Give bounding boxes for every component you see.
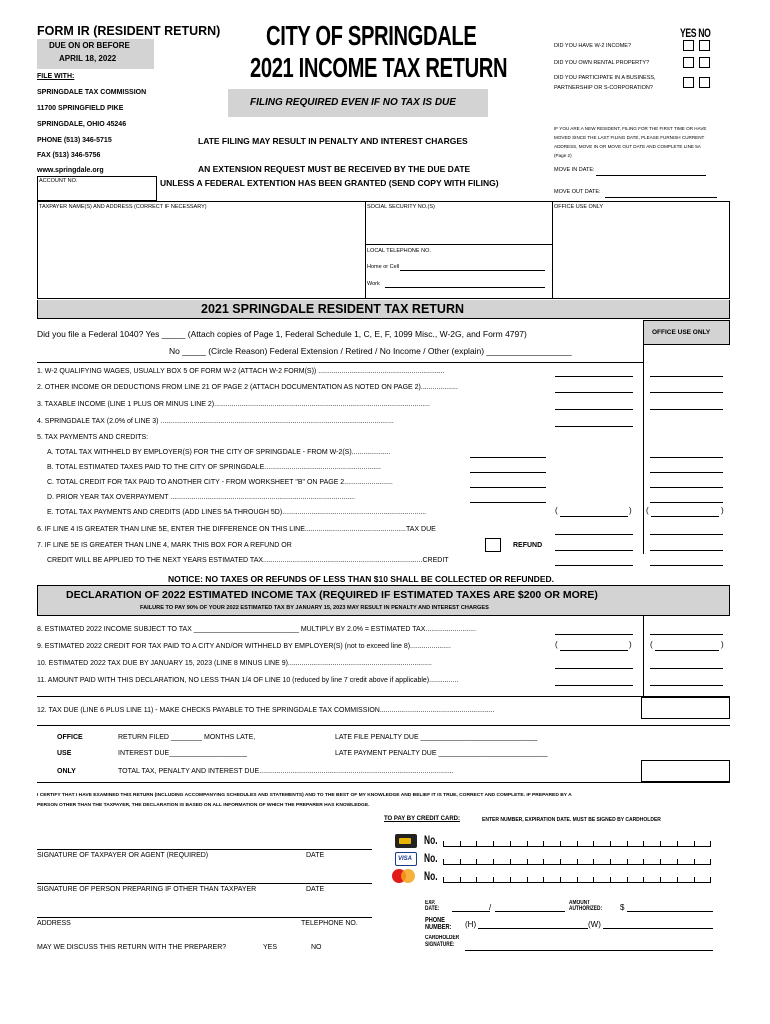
mastercard-icon [392, 869, 414, 883]
card-digit-separator [543, 877, 544, 883]
line6-label: 6. IF LINE 4 IS GREATER THAN LINE 5E, ENTER THE DIFFERENCE ON THIS LINE....................................................TAX DUE [37, 526, 436, 533]
line7-office-field [650, 542, 723, 551]
taxpayer-signature-label: SIGNATURE OF TAXPAYER OR AGENT (REQUIRED) [37, 852, 209, 859]
card-digit-separator [660, 877, 661, 883]
yes-no-header [680, 26, 710, 40]
use-label: USE [57, 750, 72, 757]
amount-text: AMOUNT [569, 900, 591, 906]
line11-office-field [650, 677, 723, 686]
w2-yes-checkbox[interactable] [683, 40, 694, 51]
discuss-question: MAY WE DISCUSS THIS RETURN WITH THE PREPARER? [37, 944, 227, 951]
credit-card-note: ENTER NUMBER, EXPIRATION DATE. MUST BE SIGNED BY CARDHOLDER [482, 817, 661, 823]
due-label: DUE ON OR BEFORE [49, 41, 130, 50]
line7-refund-field[interactable] [555, 542, 633, 551]
card-digit-separator [443, 841, 444, 847]
new-resident-line2: MOVED SINCE THE LAST FILING DATE, PLEASE FURNISH CURRENT [554, 135, 705, 140]
move-in-field[interactable] [596, 167, 706, 176]
return-title: 2021 INCOME TAX RETURN [250, 52, 508, 83]
card-digit-separator [543, 841, 544, 847]
city-title: CITY OF SPRINGDALE [266, 20, 477, 51]
home-cell-label: Home or Cell [367, 264, 400, 270]
taxpayer-date-label: DATE [306, 852, 325, 859]
line1-label: 1. W-2 QUALIFYING WAGES, USUALLY BOX 5 OF FORM W-2 (ATTACH W-2 FORM(S)) ................................................................. [37, 368, 445, 375]
divider [365, 201, 366, 299]
form-title: FORM IR (RESIDENT RETURN) [37, 24, 221, 38]
card-digit-separator [627, 877, 628, 883]
home-cell-field[interactable] [400, 262, 545, 271]
line3-office-field [650, 401, 723, 410]
extension-notice-1: AN EXTENSION REQUEST MUST BE RECEIVED BY THE DUE DATE [198, 164, 471, 174]
phone: PHONE (513) 346-5715 [37, 137, 112, 144]
amount-label [569, 900, 602, 912]
card-digit-separator [643, 841, 644, 847]
new-resident-line3: ADDRESS, MOVE IN OR MOVE OUT DATE AND COMPLETE LINE 5A [554, 144, 701, 149]
federal-1040-question: Did you file a Federal 1040? Yes _____ (Attach copies of Page 1, Federal Schedule 1, C, E, F, 1099 Misc., W-2G, and Form 4797) [37, 329, 527, 339]
divider [552, 201, 553, 299]
preparer-date-label: DATE [306, 886, 325, 893]
phone-number-label [425, 917, 451, 931]
card-digit-separator [710, 859, 711, 865]
card-digit-separator [560, 841, 561, 847]
line5e-office-open-paren: ( [646, 506, 649, 515]
phone-text: PHONE [425, 917, 445, 924]
dollar-sign: $ [620, 903, 625, 912]
line5c-office-field [650, 479, 723, 488]
authorized-text: AUTHORIZED: [569, 906, 603, 912]
refund-checkbox[interactable] [485, 538, 501, 552]
ssn-label: SOCIAL SECURITY NO.(S) [367, 204, 435, 210]
line9-open-paren: ( [555, 640, 558, 649]
question-business-1: DID YOU PARTICIPATE IN A BUSINESS, [554, 75, 656, 81]
card-digit-separator [443, 859, 444, 865]
account-no-label: ACCOUNT NO. [39, 178, 78, 184]
section2-title: DECLARATION OF 2022 ESTIMATED INCOME TAX (REQUIRED IF ESTIMATED TAXES ARE $200 OR MORE) [66, 589, 598, 601]
office-use-only-label: OFFICE USE ONLY [652, 329, 711, 336]
line10-office-field [650, 660, 723, 669]
question-w2: DID YOU HAVE W-2 INCOME? [554, 43, 632, 49]
address-line3: SPRINGDALE, OHIO 45246 [37, 121, 127, 128]
line5e-office-field [651, 508, 719, 517]
due-date: APRIL 18, 2022 [59, 54, 117, 63]
line5e-field[interactable] [560, 508, 628, 517]
card-digit-separator [577, 877, 578, 883]
section2-header [37, 585, 730, 616]
work-phone-label: (W) [588, 920, 601, 929]
preparer-signature-label: SIGNATURE OF PERSON PREPARING IF OTHER THAN TAXPAYER [37, 886, 257, 893]
card-digit-separator [560, 877, 561, 883]
card-digit-separator [510, 877, 511, 883]
line9-field[interactable] [560, 642, 628, 651]
line7-label: 7. IF LINE 5E IS GREATER THAN LINE 4, MARK THIS BOX FOR A REFUND OR [37, 542, 292, 549]
card-digit-separator [527, 859, 528, 865]
card-number-label-2: No. [424, 851, 438, 865]
address-line2: 11700 SPRINGFIELD PIKE [37, 105, 124, 112]
exp-label: EXP. [425, 900, 436, 906]
home-phone-label: (H) [465, 920, 477, 929]
federal-no-reason: No _____ (Circle Reason) Federal Extension / Retired / No Income / Other (explain) __________________ [169, 346, 572, 356]
w2-no-checkbox[interactable] [699, 40, 710, 51]
card-digit-separator [510, 859, 511, 865]
card-digit-separator [460, 877, 461, 883]
card-digit-separator [476, 859, 477, 865]
card-number-label-1: No. [424, 833, 438, 847]
rental-no-checkbox[interactable] [699, 57, 710, 68]
line8-office-field [650, 626, 723, 635]
card-digit-separator [677, 841, 678, 847]
business-no-checkbox[interactable] [699, 77, 710, 88]
taxpayer-signature-line[interactable] [37, 849, 372, 850]
card-digit-separator [543, 859, 544, 865]
line9-close-paren: ) [629, 640, 632, 649]
card-digit-separator [694, 841, 695, 847]
line11-label: 11. AMOUNT PAID WITH THIS DECLARATION, NO LESS THAN 1/4 OF LINE 10 (reduced by line 7 credit above if applicable)............... [37, 677, 459, 684]
line5d-office-field [650, 494, 723, 503]
line12-total-field[interactable] [641, 697, 730, 719]
taxpayer-name-address-field[interactable] [40, 213, 362, 297]
discuss-yes[interactable]: YES [263, 944, 278, 951]
office-column-divider [643, 345, 644, 554]
line10-label: 10. ESTIMATED 2022 TAX DUE BY JANUARY 15, 2023 (LINE 8 MINUS LINE 9).......................................................................... [37, 660, 432, 667]
line2-field[interactable] [555, 384, 633, 393]
cardholder-signature-field[interactable] [465, 942, 713, 951]
taxpayer-name-label: TAXPAYER NAME(S) AND ADDRESS (CORRECT IF NECESSARY) [39, 204, 207, 210]
card-digit-separator [560, 859, 561, 865]
certify-text-1: I CERTIFY THAT I HAVE EXAMINED THIS RETURN (INCLUDING ACCOMPANYING SCHEDULES AND STATEMENTS) AND TO THE BEST OF MY KNOWLEDGE AND BELIEF IT IS TRUE, CORRECT AND COMPLETE. IF PREPARED BY A [37, 793, 572, 798]
office-label: OFFICE [57, 734, 83, 741]
new-resident-note [554, 124, 706, 160]
card-digit-separator [660, 859, 661, 865]
card-digit-separator [677, 859, 678, 865]
credit-card-label: TO PAY BY CREDIT CARD: [384, 816, 461, 822]
work-phone-field[interactable] [385, 279, 545, 288]
cardholder-signature-label [425, 935, 459, 949]
line4-field[interactable] [555, 418, 633, 427]
rental-yes-checkbox[interactable] [683, 57, 694, 68]
line7-credit-office-field [650, 557, 723, 566]
return-filed-late: RETURN FILED ________ MONTHS LATE, [118, 734, 256, 741]
line7-credit-field[interactable] [555, 557, 633, 566]
home-phone-field[interactable] [478, 920, 588, 929]
exp-month-field[interactable] [452, 903, 490, 912]
line8-field[interactable] [555, 626, 633, 635]
line5c-label: C. TOTAL CREDIT FOR TAX PAID TO ANOTHER CITY - FROM WORKSHEET "B" ON PAGE 2......................... [47, 479, 393, 486]
fax: FAX (513) 346-5756 [37, 152, 101, 159]
line8-label: 8. ESTIMATED 2022 INCOME SUBJECT TO TAX ___________________________ MULTIPLY BY 2.0% = ESTIMATED TAX.......................... [37, 626, 476, 633]
move-out-field[interactable] [605, 189, 717, 198]
card-digit-separator [610, 877, 611, 883]
line5d-field[interactable] [470, 494, 546, 503]
line5a-label: A. TOTAL TAX WITHHELD BY EMPLOYER(S) FOR THE CITY OF SPRINGDALE - FROM W-2(S).................... [47, 449, 391, 456]
line5e-open-paren: ( [555, 506, 558, 515]
line5e-label: E. TOTAL TAX PAYMENTS AND CREDITS (ADD LINES 5A THROUGH 5D).......................................................................... [47, 509, 427, 516]
exp-date-label [425, 900, 439, 912]
line5c-field[interactable] [470, 479, 546, 488]
yes-label: YES [680, 26, 697, 40]
card-number-label-3: No. [424, 869, 438, 883]
card-icon-1 [395, 834, 417, 848]
office-column-divider-2 [643, 616, 644, 696]
move-out-label: MOVE OUT DATE: [554, 189, 601, 195]
line9-office-close-paren: ) [721, 640, 724, 649]
new-resident-line1: IF YOU ARE A NEW RESIDENT, FILING FOR THE FIRST TIME OR HAVE [554, 126, 707, 131]
card-digit-separator [593, 859, 594, 865]
new-resident-line4: (Page 2) [554, 153, 572, 158]
card-digit-separator [577, 859, 578, 865]
divider [37, 725, 730, 726]
ssn-field[interactable] [368, 213, 550, 243]
line2-office-field [650, 384, 723, 393]
address-line[interactable] [37, 917, 372, 918]
card-digit-separator [694, 859, 695, 865]
line5b-office-field [650, 464, 723, 473]
card-digit-separator [527, 877, 528, 883]
line10-field[interactable] [555, 660, 633, 669]
card-digit-separator [493, 859, 494, 865]
discuss-no[interactable]: NO [311, 944, 322, 951]
account-no-field[interactable] [37, 176, 157, 201]
exp-slash: / [489, 903, 492, 912]
total-due-field [641, 760, 730, 782]
line5d-label: D. PRIOR YEAR TAX OVERPAYMENT ............................................................................................... [47, 494, 356, 501]
telephone-label: TELEPHONE NO. [301, 920, 358, 927]
work-label: Work [367, 281, 380, 287]
cardholder-text: CARDHOLDER [425, 935, 460, 941]
exp-date-label-2: DATE: [425, 906, 440, 912]
card-digit-separator [627, 859, 628, 865]
card-digit-separator [677, 877, 678, 883]
card-digit-separator [476, 877, 477, 883]
only-label: ONLY [57, 768, 76, 775]
card-digit-separator [627, 841, 628, 847]
line5-label: 5. TAX PAYMENTS AND CREDITS: [37, 434, 149, 441]
divider [37, 696, 730, 697]
filing-required-text: FILING REQUIRED EVEN IF NO TAX IS DUE [250, 97, 456, 108]
line6-office-field [650, 526, 723, 535]
signature-text: SIGNATURE: [425, 942, 455, 948]
number-text: NUMBER: [425, 924, 452, 931]
certify-text-2: PERSON OTHER THAN THE TAXPAYER, THE DECLARATION IS BASED ON ALL INFORMATION OF WHICH THE PREPARER HAS KNOWLEDGE. [37, 803, 370, 808]
card-digit-separator [443, 877, 444, 883]
card-digit-separator [593, 877, 594, 883]
card-digit-separator [460, 841, 461, 847]
move-in-label: MOVE IN DATE: [554, 167, 595, 173]
card-digit-separator [460, 859, 461, 865]
total-due-label: TOTAL TAX, PENALTY AND INTEREST DUE.................................................................................................... [118, 768, 454, 775]
line7b-label: CREDIT WILL BE APPLIED TO THE NEXT YEARS ESTIMATED TAX..................................................................................CREDIT [47, 557, 449, 564]
notice-text: NOTICE: NO TAXES OR REFUNDS OF LESS THAN $10 SHALL BE COLLECTED OR REFUNDED. [168, 574, 554, 584]
interest-due: INTEREST DUE____________________ [118, 750, 248, 757]
card-digit-separator [527, 841, 528, 847]
line1-field[interactable] [555, 368, 633, 377]
preparer-signature-line[interactable] [37, 883, 372, 884]
line5e-office-close-paren: ) [721, 506, 724, 515]
section1-header [37, 300, 730, 319]
line3-label: 3. TAXABLE INCOME (LINE 1 PLUS OR MINUS LINE 2)............................................................................................................... [37, 401, 430, 408]
line1-office-field [650, 368, 723, 377]
section2-failure-note: FAILURE TO PAY 90% OF YOUR 2022 ESTIMATED TAX BY JANUARY 15, 2023 MAY RESULT IN PENALTY AND INTEREST CHARGES [140, 605, 489, 611]
card-digit-separator [476, 841, 477, 847]
due-date-box [37, 39, 154, 69]
website[interactable]: www.springdale.org [37, 167, 104, 174]
card-digit-separator [710, 877, 711, 883]
line12-label: 12. TAX DUE (LINE 6 PLUS LINE 11) - MAKE CHECKS PAYABLE TO THE SPRINGDALE TAX COMMISSION........................................................... [37, 707, 495, 714]
line5b-label: B. TOTAL ESTIMATED TAXES PAID TO THE CITY OF SPRINGDALE............................................................ [47, 464, 382, 471]
line9-office-open-paren: ( [650, 640, 653, 649]
local-phone-label: LOCAL TELEPHONE NO. [367, 248, 431, 254]
card-digit-separator [643, 859, 644, 865]
late-filing-notice: LATE FILING MAY RESULT IN PENALTY AND INTEREST CHARGES [198, 136, 468, 146]
line9-office-field [655, 642, 719, 651]
refund-label: REFUND [513, 542, 543, 549]
line5b-field[interactable] [470, 464, 546, 473]
card-digit-separator [593, 841, 594, 847]
visa-card-icon: VISA [395, 852, 417, 866]
card-digit-separator [510, 841, 511, 847]
address-label: ADDRESS [37, 920, 71, 927]
line11-field[interactable] [555, 677, 633, 686]
filing-required-box [228, 89, 488, 117]
card-digit-separator [694, 877, 695, 883]
line9-label: 9. ESTIMATED 2022 CREDIT FOR TAX PAID TO A CITY AND/OR WITHHELD BY EMPLOYER(S) (not to exceed line 8)..................... [37, 643, 451, 650]
address-line1: SPRINGDALE TAX COMMISSION [37, 89, 147, 96]
line5a-office-field [650, 449, 723, 458]
business-yes-checkbox[interactable] [683, 77, 694, 88]
card-digit-separator [660, 841, 661, 847]
card-digit-separator [577, 841, 578, 847]
office-use-label: OFFICE USE ONLY [554, 204, 604, 210]
exp-year-field[interactable] [495, 903, 565, 912]
question-business-2: PARTNERSHIP OR S-CORPORATION? [554, 85, 653, 91]
line5e-close-paren: ) [629, 506, 632, 515]
late-payment-penalty: LATE PAYMENT PENALTY DUE ____________________________ [335, 750, 548, 757]
card-digit-separator [610, 841, 611, 847]
card-digit-separator [643, 877, 644, 883]
question-rental: DID YOU OWN RENTAL PROPERTY? [554, 60, 650, 66]
file-with-label: FILE WITH: [37, 73, 75, 80]
divider [365, 244, 552, 245]
line6-field[interactable] [555, 526, 633, 535]
late-file-penalty: LATE FILE PENALTY DUE ______________________________ [335, 734, 538, 741]
line3-field[interactable] [555, 401, 633, 410]
divider [37, 362, 643, 363]
amount-field[interactable] [627, 903, 713, 912]
line5a-field[interactable] [470, 449, 546, 458]
extension-notice-2: UNLESS A FEDERAL EXTENTION HAS BEEN GRANTED (SEND COPY WITH FILING) [160, 178, 499, 188]
card-digit-separator [610, 859, 611, 865]
line2-label: 2. OTHER INCOME OR DEDUCTIONS FROM LINE 21 OF PAGE 2 (ATTACH DOCUMENTATION AS NOTED ON PAGE 2)................... [37, 384, 458, 391]
line4-label: 4. SPRINGDALE TAX (2.0% of LINE 3) ........................................................................................................................ [37, 418, 394, 425]
work-phone-field-cc[interactable] [603, 920, 713, 929]
card-digit-separator [493, 877, 494, 883]
office-use-box [643, 320, 730, 345]
divider [37, 782, 730, 783]
section1-title: 2021 SPRINGDALE RESIDENT TAX RETURN [201, 302, 465, 316]
no-label: NO [698, 26, 711, 40]
card-digit-separator [493, 841, 494, 847]
card-digit-separator [710, 841, 711, 847]
